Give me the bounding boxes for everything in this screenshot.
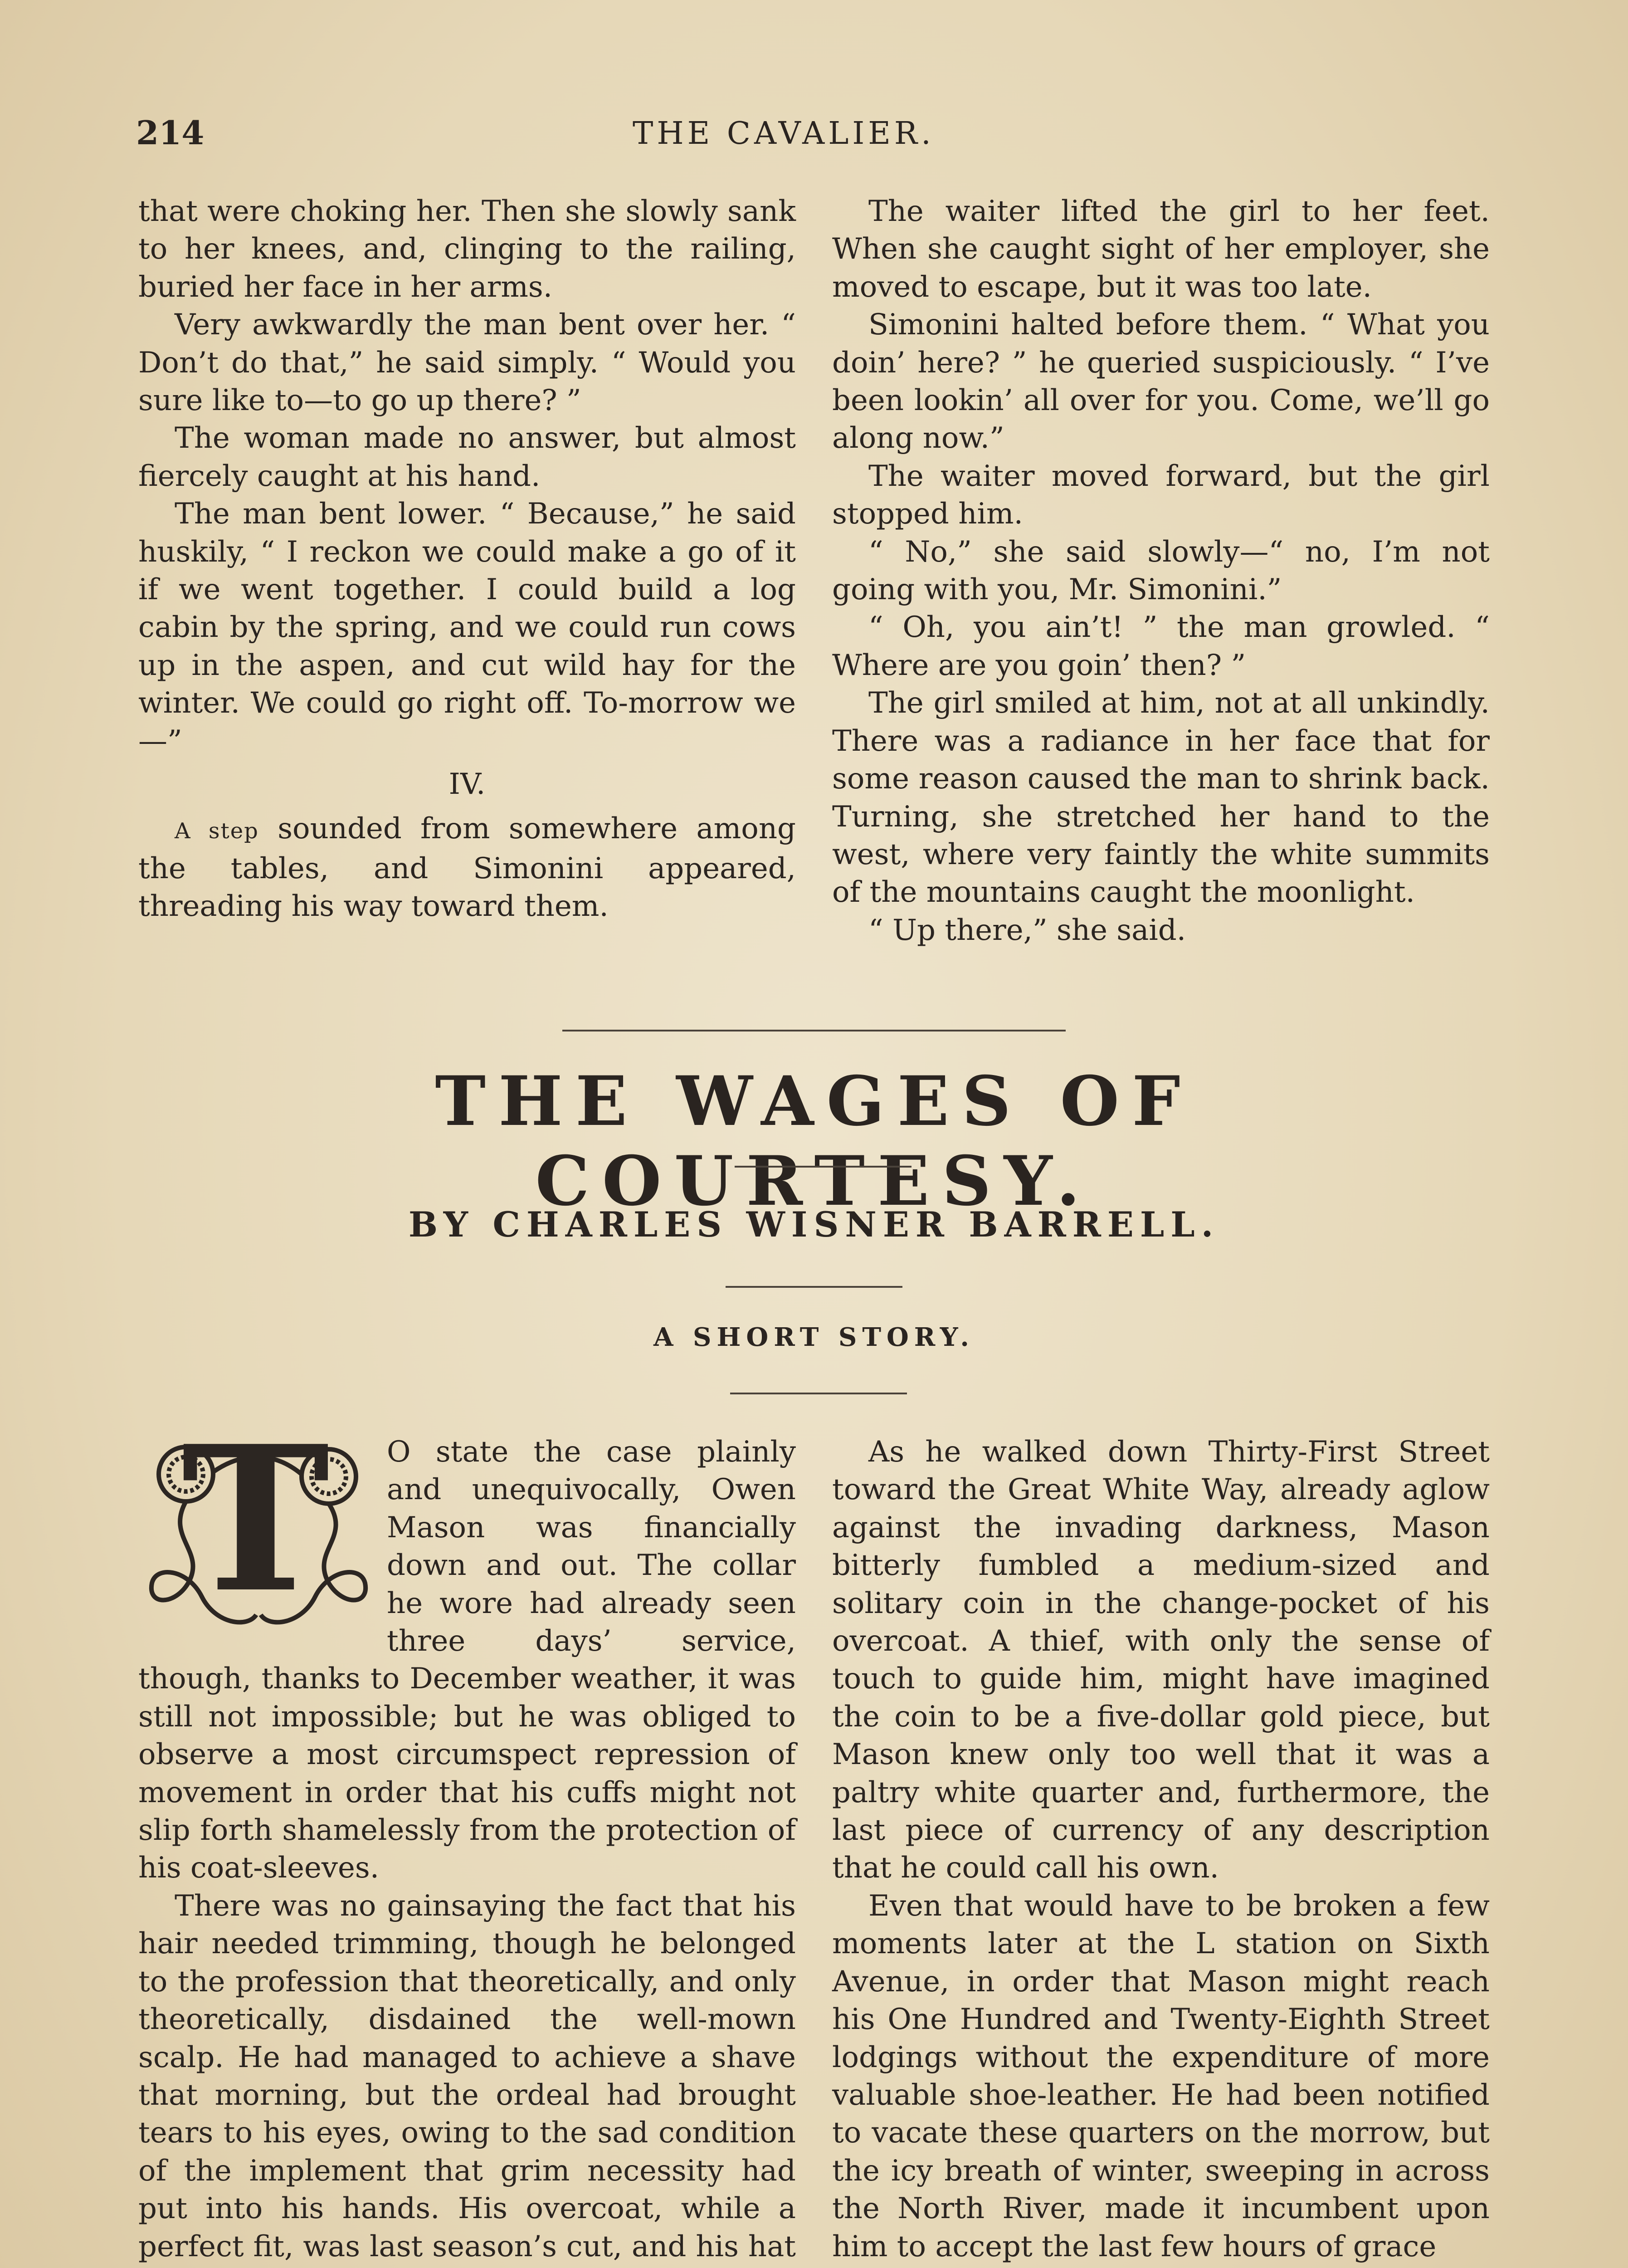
running-title: THE CAVALIER. xyxy=(633,116,935,152)
paragraph xyxy=(138,810,796,926)
story-column-right xyxy=(832,1433,1490,2266)
paragraph: As he walked down Thirty-First Street toward the Great White Way, already aglow against the invading darkness, Mason bitterly fumbled a medium-sized and solitary coin in the change-pocket of his overcoat. A thief, with only the sense of touch to guide him, might have imagined the coin to be a five-dollar gold piece, but Mason knew only too well that it was a paltry white quarter and, furthermore, the last piece of currency of any description that he could call his own. xyxy=(832,1435,1490,1885)
paragraph: “ Up there,” she said. xyxy=(868,913,1186,947)
paragraph: that were choking her. Then she slowly sank to her knees, and, clinging to the railing, buried her face in her arms. xyxy=(138,195,796,304)
previous-story-column-left xyxy=(138,193,796,926)
previous-story-column-right xyxy=(832,193,1490,949)
paragraph: Very awkwardly the man bent over her. “ Don’t do that,” he said simply. “ Would you sure like to—to go up there? ” xyxy=(138,308,796,418)
small-caps-lead: A step xyxy=(175,818,259,844)
paragraph: O state the case plainly and unequivocally, Owen Mason was financially down and out. The collar he wore had already seen three days’ service, though, thanks to December weather, it was still not impossible; but he was obliged to observe a most circumspect repression of movement in order that his cuffs might not slip forth shamelessly from the protection of his coat-sleeves. xyxy=(138,1435,796,1885)
paragraph: “ Oh, you ain’t! ” the man growled. “ Where are you goin’ then? ” xyxy=(832,611,1490,682)
paragraph: The woman made no answer, but almost fiercely caught at his hand. xyxy=(138,421,796,493)
paragraph: Simonini halted before them. “ What you doin’ here? ” he queried suspiciously. “ I’ve been lookin’ all over for you. Come, we’ll go along now.” xyxy=(832,308,1490,455)
ornamental-dropcap xyxy=(138,1402,374,1656)
story-kicker: A SHORT STORY. xyxy=(653,1322,975,1352)
story-title: THE WAGES OF COURTESY. xyxy=(435,1061,1193,1221)
section-heading: IV. xyxy=(448,767,486,802)
dropcap-letter: T xyxy=(181,1402,330,1637)
divider-rule xyxy=(730,1393,907,1394)
paragraph: The waiter moved forward, but the girl stopped him. xyxy=(832,459,1490,531)
story-column-left xyxy=(138,1402,796,2268)
paragraph-text: sounded from somewhere among the tables, and Simonini appeared, threading his way toward them. xyxy=(138,811,796,924)
divider-rule xyxy=(735,1166,911,1168)
divider-rule xyxy=(726,1286,902,1288)
page-number: 214 xyxy=(136,113,205,152)
byline: BY CHARLES WISNER BARRELL. xyxy=(408,1204,1220,1245)
paragraph: “ No,” she said slowly—“ no, I’m not going with you, Mr. Simonini.” xyxy=(832,535,1490,607)
paragraph: The man bent lower. “ Because,” he said huskily, “ I reckon we could make a go of it if we went together. I could build a log cabin by the spring, and we could run cows up in the aspen, and cut wild hay for the winter. We could go right off. To-morrow we—” xyxy=(138,497,796,758)
paragraph: Even that would have to be broken a few moments later at the L station on Sixth Avenue, in order that Mason might reach his One Hundred and Twenty-Eighth Street lodgings without the expenditure of more valuable shoe-leather. He had been notified to vacate these quarters on the morrow, but the icy breath of winter, sweeping in across the North River, made it incumbent upon him to accept the last few hours of grace xyxy=(832,1889,1490,2263)
paragraph: The waiter lifted the girl to her feet. When she caught sight of her employer, she moved to escape, but it was too late. xyxy=(832,195,1490,304)
paragraph: There was no gainsaying the fact that his hair needed trimming, though he belonged to the profession that theoretically, and only theoretically, disdained the well-mown scalp. He had managed to achieve a shave that morning, but the ordeal had brought tears to his eyes, owing to the sad condition of the implement that grim necessity had put into his hands. His overcoat, while a perfect fit, was last season’s cut, and his hat xyxy=(138,1889,796,2263)
paragraph: The girl smiled at him, not at all unkindly. There was a radiance in her face that for some reason caused the man to shrink back. Turning, she stretched her hand to the west, where very faintly the white summits of the mountains caught the moonlight. xyxy=(832,686,1490,909)
divider-rule xyxy=(562,1030,1066,1031)
